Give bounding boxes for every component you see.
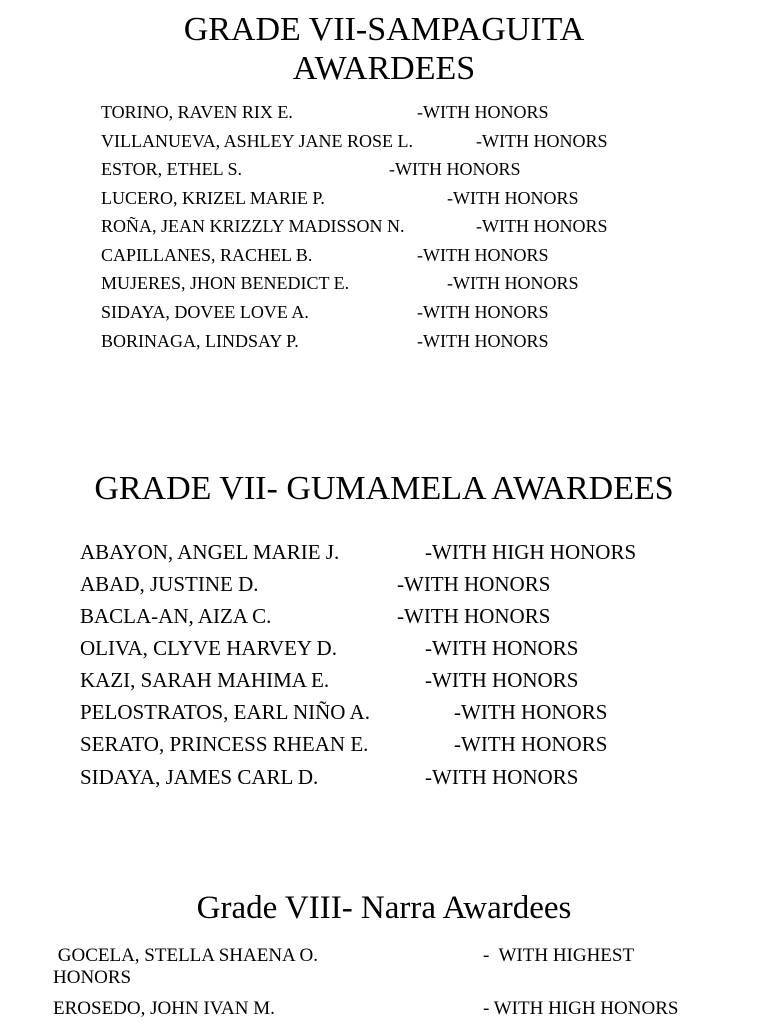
awardee-name: ABAD, JUSTINE D. xyxy=(80,572,259,596)
section-title-line-2: AWARDEES xyxy=(292,50,476,88)
awardee-award: -WITH HONORS xyxy=(454,700,608,724)
awardee-name: ROÑA, JEAN KRIZZLY MADISSON N. xyxy=(101,216,405,236)
awardee-award: -WITH HONORS xyxy=(397,572,551,596)
awardee-name: ESTOR, ETHEL S. xyxy=(101,159,243,179)
awardee-name: OLIVA, CLYVE HARVEY D. xyxy=(80,636,337,660)
awardee-award: -WITH HONORS xyxy=(454,732,608,756)
section-title-sampaguita xyxy=(0,10,768,88)
awardee-award: -WITH HONORS xyxy=(389,159,521,179)
awardee-name: CAPILLANES, RACHEL B. xyxy=(101,245,313,265)
awardee-award: -WITH HONORS xyxy=(425,636,579,660)
awardee-name: VILLANUEVA, ASHLEY JANE ROSE L. xyxy=(101,131,413,151)
awardee-award: -WITH HONORS xyxy=(417,331,549,351)
awardee-name: SIDAYA, DOVEE LOVE A. xyxy=(101,302,309,322)
awardee-award: -WITH HONORS xyxy=(417,302,549,322)
awardee-name: BORINAGA, LINDSAY P. xyxy=(101,331,299,351)
awardee-name: SIDAYA, JAMES CARL D. xyxy=(80,765,319,789)
awardee-award: -WITH HONORS xyxy=(417,245,549,265)
awardee-award: -WITH HONORS xyxy=(476,131,608,151)
awardee-name: ABAYON, ANGEL MARIE J. xyxy=(80,540,340,564)
awardee-name: KAZI, SARAH MAHIMA E. xyxy=(80,668,330,692)
awardee-name: EROSEDO, JOHN IVAN M. xyxy=(53,998,275,1019)
awardee-award-continued: HONORS xyxy=(53,967,132,988)
awardee-award: -WITH HONORS xyxy=(447,273,579,293)
section-title-narra: Grade VIII- Narra Awardees xyxy=(196,890,572,926)
awardee-name: LUCERO, KRIZEL MARIE P. xyxy=(101,188,325,208)
awardee-award: - WITH HIGHEST xyxy=(483,945,635,966)
section-title-line-1: GRADE VII-SAMPAGUITA xyxy=(183,11,585,48)
awardee-award: -WITH HIGH HONORS xyxy=(425,540,637,564)
awardee-name: PELOSTRATOS, EARL NIÑO A. xyxy=(80,700,370,724)
awardee-name: TORINO, RAVEN RIX E. xyxy=(101,102,293,122)
awardee-name: SERATO, PRINCESS RHEAN E. xyxy=(80,732,369,756)
awardee-award: -WITH HONORS xyxy=(425,668,579,692)
awardee-name: MUJERES, JHON BENEDICT E. xyxy=(101,273,350,293)
awardee-name: GOCELA, STELLA SHAENA O. xyxy=(53,945,318,966)
section-title-gumamela: GRADE VII- GUMAMELA AWARDEES xyxy=(94,470,674,507)
awardee-award: - WITH HIGH HONORS xyxy=(483,998,679,1019)
awardee-name: BACLA-AN, AIZA C. xyxy=(80,604,272,628)
awardee-award: -WITH HONORS xyxy=(447,188,579,208)
awardee-award: -WITH HONORS xyxy=(397,604,551,628)
awardee-award: -WITH HONORS xyxy=(425,765,579,789)
awardee-award: -WITH HONORS xyxy=(417,102,549,122)
awardee-award: -WITH HONORS xyxy=(476,216,608,236)
